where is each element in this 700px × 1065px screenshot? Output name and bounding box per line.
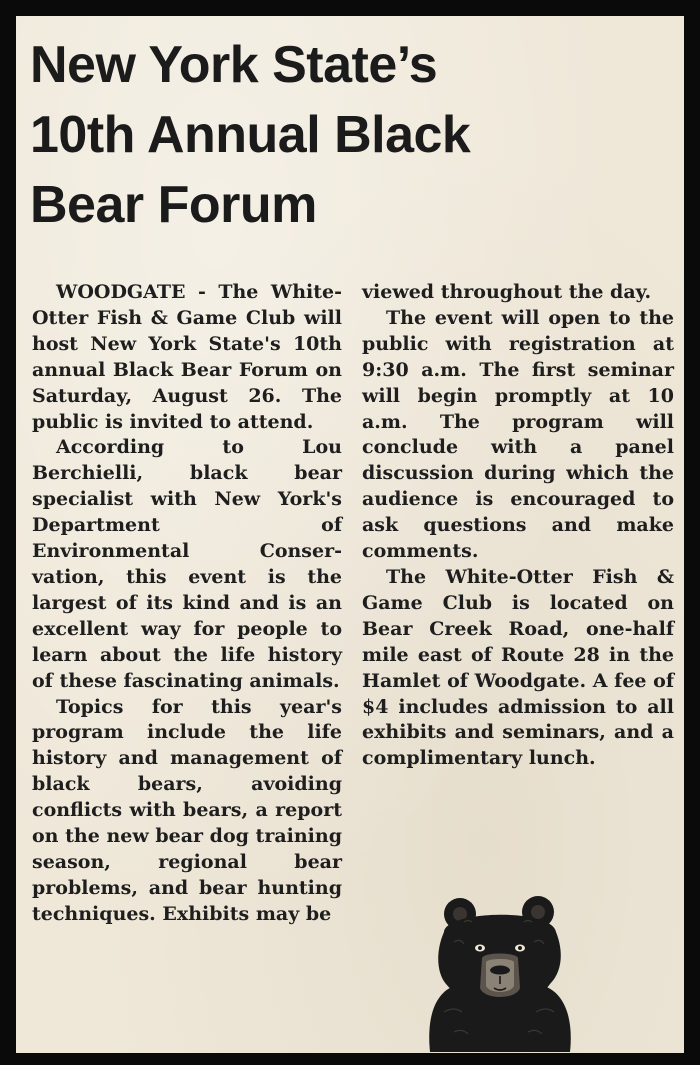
article-paragraph-location: The White-Otter Fish & Game Club is located on Bear Creek Road, one-half mile east of Route 28 in the Hamlet of Woodgate. A fee of $4 includes admission to all exhibits and seminars, and a complimentary lunch. [362, 565, 674, 770]
article-paragraph-topics-continued: viewed throughout the day. [362, 281, 652, 303]
article-column-right [362, 280, 674, 772]
article-paragraph-dateline: WOODGATE - The White-Otter Fish & Game Club will host New York State's 10th annual Black Bear Forum on Saturday, August 26. The public is invited to attend. [32, 281, 342, 433]
article-paragraph-schedule: The event will open to the public with registration at 9:30 a.m. The first seminar will begin promptly at 10 a.m. The program will conclude with a panel discussion during which the audience is encouraged to ask questions and make comments. [362, 306, 674, 563]
headline-line-2: 10th Annual Black [30, 106, 471, 164]
article-paragraph-topics: Topics for this year's program include the life history and management of black bears, avoiding conflicts with bears, a report on the new bear dog training season, regional bear problems, and bear hunting techniques. Exhibits may be [32, 695, 342, 925]
article-paragraph-specialist: According to Lou Berchielli, black bear specialist with New York's Department of Environmental Conservation, this event is the largest of its kind and is an excellent way for people to learn about the life history of these fascinating animals. [32, 436, 342, 692]
headline [30, 30, 590, 240]
headline-line-1: New York State’s [30, 36, 438, 94]
black-bear-head-icon [424, 892, 574, 1052]
article-column-left [32, 280, 342, 928]
newspaper-clipping [16, 16, 684, 1053]
headline-line-3: Bear Forum [30, 176, 317, 234]
